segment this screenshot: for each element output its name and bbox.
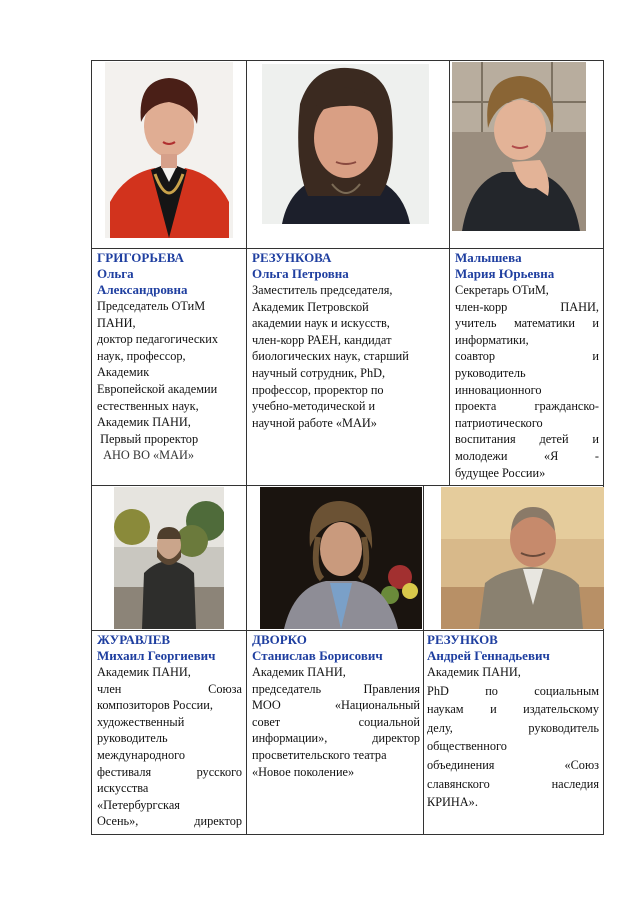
bio-line: художественный [97, 714, 185, 729]
bio-line: Европейской академии [97, 381, 218, 396]
bio-line: учитель математики и [455, 316, 599, 331]
bio-line: профессор, проректор по [252, 382, 384, 397]
bottom-divider-2 [423, 485, 424, 835]
bio-line: делу, руководитель [427, 720, 599, 735]
card-zhuravlev [97, 632, 242, 830]
bio-line: биологических наук, старший [252, 349, 409, 364]
portrait-man-grey-jacket-icon [260, 487, 422, 629]
bio-line: Секретарь ОТиМ, [455, 283, 549, 297]
bio-line: славянского наследия [427, 776, 599, 791]
photo-rezunkova [262, 64, 429, 224]
bio-line: Осень», директор [97, 814, 242, 829]
card-rezunkova [252, 250, 446, 431]
photo-malysheva [452, 62, 586, 231]
bio-line: патриотического [455, 415, 543, 430]
bio-line: PhD по социальным [427, 683, 599, 698]
bio-line: композиторов России, [97, 698, 213, 713]
bio-line: научной работе «МАИ» [252, 415, 377, 430]
card-malysheva [455, 250, 599, 481]
bio-line: учебно-методической и [252, 399, 376, 414]
portrait-woman-dark-hair-icon [262, 64, 429, 224]
photo-rezunkov [441, 487, 604, 629]
photo-dvorko [260, 487, 422, 629]
given-name: Станислав Борисович [252, 648, 383, 663]
bio-line: Академик ПАНИ, [427, 665, 521, 679]
top-row-divider [91, 248, 604, 249]
bio-line: общественного [427, 739, 507, 754]
bio-line: член-корр РАЕН, кандидат [252, 332, 392, 347]
bio-line: член Союза [97, 681, 242, 696]
bio-line: фестиваля русского [97, 764, 242, 779]
patronymic: Александровна [97, 282, 188, 297]
portrait-man-office-icon [441, 487, 604, 629]
bio-line: соавтор и [455, 349, 599, 364]
given-name: Андрей Геннадьевич [427, 648, 550, 663]
bio-line: «Петербургская [97, 797, 180, 812]
bio-line: инновационного [455, 382, 542, 397]
bio-line: КРИНА». [427, 795, 478, 810]
surname: РЕЗУНКОВА [252, 250, 332, 265]
given-name: Мария Юрьевна [455, 266, 555, 281]
bio-line: естественных наук, [97, 398, 199, 413]
bio-line: Академик Петровской [252, 299, 369, 314]
bio-line: Академик [97, 365, 150, 380]
bio-line: будущее России» [455, 465, 546, 480]
bio-line: МОО «Национальный [252, 698, 420, 713]
bio-line: международного [97, 747, 185, 762]
bio-line: академии наук и искусств, [252, 316, 390, 331]
bottom-row-divider [91, 630, 604, 631]
bio-line: руководитель [455, 365, 526, 380]
bottom-divider-1 [246, 485, 247, 835]
bio-line: научный сотрудник, PhD, [252, 365, 386, 380]
bio-line: совет социальной [252, 714, 420, 729]
photo-zhuravlev [114, 487, 224, 629]
bio-line: руководитель [97, 731, 168, 746]
bio-line: Академик ПАНИ, [97, 415, 191, 430]
top-divider-2 [449, 60, 450, 486]
bio-line: наук, профессор, [97, 348, 186, 363]
bio-line: информации», директор [252, 731, 420, 746]
given-name: Ольга Петровна [252, 266, 349, 281]
bio-line: объединения «Союз [427, 757, 599, 772]
bio-line: воспитания детей и [455, 432, 599, 447]
bio-line: доктор педагогических [97, 332, 219, 347]
bio-line: АНО ВО «МАИ» [97, 448, 195, 463]
bio-line: Первый проректор [97, 431, 199, 446]
bio-line: Академик ПАНИ, [97, 665, 191, 679]
bio-line: проекта гражданско- [455, 399, 599, 414]
bio-line: председатель Правления [252, 681, 420, 696]
bio-line: информатики, [455, 332, 529, 347]
surname: ГРИГОРЬЕВА [97, 250, 184, 265]
bio-line: Председатель ОТиМ [97, 299, 206, 313]
bio-line: Академик ПАНИ, [252, 665, 346, 679]
bio-line: Заместитель председателя, [252, 283, 393, 297]
surname: Малышева [455, 250, 522, 265]
portrait-man-park-icon [114, 487, 224, 629]
surname: ДВОРКО [252, 632, 307, 647]
surname: ЖУРАВЛЕВ [97, 632, 171, 647]
card-rezunkov [427, 632, 599, 811]
card-dvorko [252, 632, 420, 780]
photo-grigorieva [105, 62, 233, 238]
bio-line: просветительского театра [252, 747, 387, 762]
bio-line: наукам и издательскому [427, 702, 599, 717]
bio-line: искусства [97, 781, 149, 796]
given-name: Михаил Георгиевич [97, 648, 216, 663]
bio-line: «Новое поколение» [252, 764, 355, 779]
bio-line: молодежи «Я - [455, 448, 599, 463]
portrait-woman-red-jacket-icon [105, 62, 233, 238]
bio-line: член-корр ПАНИ, [455, 299, 599, 314]
top-divider-1 [246, 60, 247, 486]
given-name: Ольга [97, 266, 134, 281]
surname: РЕЗУНКОВ [427, 632, 498, 647]
portrait-woman-classroom-icon [452, 62, 586, 231]
card-grigorieva [97, 250, 243, 464]
bio-line: ПАНИ, [97, 315, 136, 330]
